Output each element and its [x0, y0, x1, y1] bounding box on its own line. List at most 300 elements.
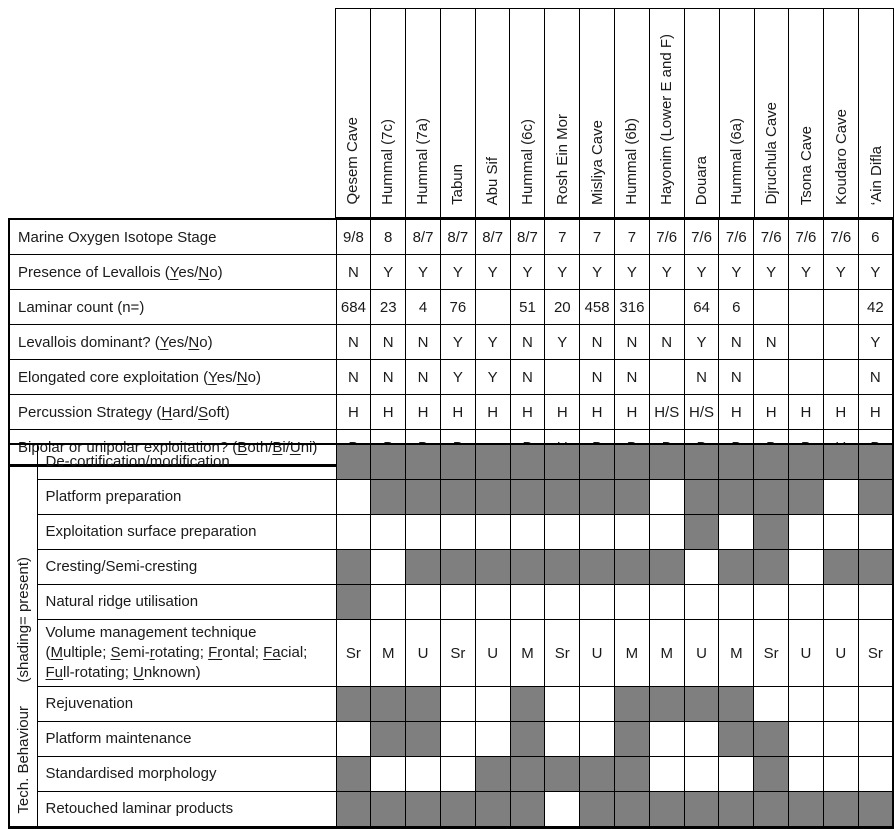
shaded-cell [336, 585, 371, 620]
shaded-cell [649, 444, 684, 480]
value-cell [789, 550, 824, 585]
tech-row-label: Cresting/Semi-cresting [37, 550, 336, 585]
attribute-row [9, 255, 893, 290]
attribute-row [9, 395, 893, 430]
tech-row [9, 620, 893, 687]
tech-row-label: Retouched laminar products [37, 792, 336, 828]
value-cell [545, 687, 580, 722]
value-cell: 64 [684, 290, 719, 325]
shaded-cell [649, 550, 684, 585]
shaded-cell [475, 757, 510, 792]
value-cell: Y [858, 325, 893, 360]
value-cell: Y [371, 255, 406, 290]
shaded-cell [823, 792, 858, 828]
shaded-cell [371, 792, 406, 828]
column-header-label: Hummal (7c) [379, 119, 397, 205]
value-cell: Y [823, 255, 858, 290]
value-cell [545, 722, 580, 757]
value-cell: U [823, 620, 858, 687]
value-cell: M [649, 620, 684, 687]
shaded-cell [615, 550, 650, 585]
value-cell [684, 550, 719, 585]
shaded-cell [371, 687, 406, 722]
shaded-cell [615, 757, 650, 792]
shaded-cell [406, 792, 441, 828]
value-cell: N [615, 360, 650, 395]
tech-row [9, 757, 893, 792]
shaded-cell [719, 687, 754, 722]
shaded-cell [684, 792, 719, 828]
shaded-cell [371, 480, 406, 515]
value-cell: 7/6 [719, 219, 754, 255]
value-cell [406, 757, 441, 792]
shaded-cell [858, 792, 893, 828]
value-cell [823, 360, 858, 395]
value-cell: Sr [336, 620, 371, 687]
column-header [370, 9, 405, 218]
attribute-row [9, 325, 893, 360]
value-cell: 8/7 [510, 219, 545, 255]
shaded-cell [545, 444, 580, 480]
value-cell: H [615, 395, 650, 430]
value-cell: H [371, 395, 406, 430]
value-cell: N [754, 325, 789, 360]
value-cell [336, 480, 371, 515]
shaded-cell [510, 687, 545, 722]
value-cell [754, 687, 789, 722]
shaded-cell [754, 550, 789, 585]
column-header-label: Hummal (6c) [518, 119, 536, 205]
value-cell [580, 687, 615, 722]
shaded-cell [684, 687, 719, 722]
shaded-cell [823, 444, 858, 480]
value-cell: Y [580, 255, 615, 290]
shaded-cell [371, 722, 406, 757]
shaded-cell [510, 444, 545, 480]
value-cell: 76 [440, 290, 475, 325]
attribute-row [9, 360, 893, 395]
value-cell: N [615, 325, 650, 360]
value-cell [823, 325, 858, 360]
shaded-cell [440, 444, 475, 480]
column-header-label: Abu Sif [483, 156, 501, 205]
shaded-cell [406, 480, 441, 515]
value-cell [858, 515, 893, 550]
column-header-label: Misliya Cave [588, 119, 606, 205]
value-cell: Y [440, 325, 475, 360]
shaded-cell [684, 515, 719, 550]
row-label: Elongated core exploitation (Yes/No) [9, 360, 336, 395]
shaded-cell [510, 722, 545, 757]
tech-row-label: De-cortification/modification [37, 444, 336, 480]
value-cell: 8 [371, 219, 406, 255]
column-header [649, 9, 684, 218]
value-cell [336, 722, 371, 757]
side-label-title: Tech. Behaviour [14, 706, 32, 814]
value-cell: U [789, 620, 824, 687]
value-cell [475, 687, 510, 722]
value-cell: H [580, 395, 615, 430]
value-cell: N [580, 325, 615, 360]
value-cell: Y [858, 255, 893, 290]
shaded-cell [336, 792, 371, 828]
value-cell [684, 722, 719, 757]
column-header-label: Koudaro Cave [832, 109, 850, 205]
value-cell: Y [545, 325, 580, 360]
shaded-cell [510, 480, 545, 515]
value-cell [649, 585, 684, 620]
tech-row [9, 550, 893, 585]
value-cell: 7/6 [684, 219, 719, 255]
value-cell [615, 585, 650, 620]
row-label: Levallois dominant? (Yes/No) [9, 325, 336, 360]
shaded-cell [858, 550, 893, 585]
tech-row-label: Volume management technique (Multiple; Semi-rotating; Frontal; Facial; Full-rotating; Unknown) [37, 620, 336, 687]
tech-row-label: Platform maintenance [37, 722, 336, 757]
row-label: Presence of Levallois (Yes/No) [9, 255, 336, 290]
value-cell [649, 480, 684, 515]
column-header-label: Hummal (6b) [623, 118, 641, 205]
shaded-cell [615, 444, 650, 480]
value-cell [754, 360, 789, 395]
shaded-cell [754, 444, 789, 480]
shaded-cell [649, 687, 684, 722]
value-cell [823, 687, 858, 722]
value-cell: N [580, 360, 615, 395]
shaded-cell [545, 480, 580, 515]
column-header [824, 9, 859, 218]
tech-row-label: Natural ridge utilisation [37, 585, 336, 620]
value-cell: N [406, 325, 441, 360]
value-cell [823, 480, 858, 515]
value-cell: M [719, 620, 754, 687]
value-cell: Y [684, 255, 719, 290]
value-cell [754, 290, 789, 325]
value-cell: U [475, 620, 510, 687]
tech-row-label: Rejuvenation [37, 687, 336, 722]
value-cell: U [684, 620, 719, 687]
shaded-cell [719, 480, 754, 515]
value-cell [649, 757, 684, 792]
shaded-cell [580, 480, 615, 515]
shaded-cell [406, 722, 441, 757]
column-header [510, 9, 545, 218]
value-cell: Y [475, 360, 510, 395]
shaded-cell [510, 792, 545, 828]
value-cell: 6 [719, 290, 754, 325]
value-cell [440, 585, 475, 620]
value-cell [789, 757, 824, 792]
value-cell: N [336, 360, 371, 395]
value-cell: Y [475, 255, 510, 290]
shaded-cell [580, 550, 615, 585]
value-cell [545, 515, 580, 550]
tech-row [9, 792, 893, 828]
side-label-shading-legend: (shading= present) [14, 556, 32, 683]
value-cell: N [406, 360, 441, 395]
value-cell [406, 585, 441, 620]
column-header-label: ‘Ain Difla [867, 145, 885, 205]
value-cell: H [510, 395, 545, 430]
value-cell: Y [789, 255, 824, 290]
shaded-cell [475, 444, 510, 480]
value-cell: N [371, 325, 406, 360]
value-cell [475, 722, 510, 757]
value-cell [789, 325, 824, 360]
value-cell [789, 722, 824, 757]
value-cell: Y [719, 255, 754, 290]
column-header-label: Hayonim (Lower E and F) [658, 34, 676, 205]
value-cell: N [336, 325, 371, 360]
column-header [580, 9, 615, 218]
column-header [545, 9, 580, 218]
column-header [754, 9, 789, 218]
shaded-cell [754, 722, 789, 757]
value-cell [684, 757, 719, 792]
shaded-cell [336, 444, 371, 480]
tech-row [9, 444, 893, 480]
shaded-cell [858, 444, 893, 480]
shaded-cell [336, 687, 371, 722]
tech-row-label: Standardised morphology [37, 757, 336, 792]
value-cell: 8/7 [440, 219, 475, 255]
value-cell [649, 290, 684, 325]
value-cell: 9/8 [336, 219, 371, 255]
column-headers [335, 8, 894, 218]
value-cell: 7 [545, 219, 580, 255]
value-cell: Sr [545, 620, 580, 687]
value-cell: 6 [858, 219, 893, 255]
shaded-cell [440, 480, 475, 515]
shaded-cell [580, 792, 615, 828]
value-cell: 684 [336, 290, 371, 325]
column-header [684, 9, 719, 218]
shaded-cell [510, 550, 545, 585]
shaded-cell [615, 687, 650, 722]
tech-row-label: Platform preparation [37, 480, 336, 515]
value-cell [823, 722, 858, 757]
value-cell [649, 515, 684, 550]
value-cell [615, 515, 650, 550]
shaded-cell [719, 722, 754, 757]
value-cell: 7/6 [649, 219, 684, 255]
value-cell: N [510, 325, 545, 360]
value-cell: H [406, 395, 441, 430]
value-cell: 7 [615, 219, 650, 255]
shaded-cell [406, 550, 441, 585]
attribute-row [9, 290, 893, 325]
shaded-cell [754, 480, 789, 515]
value-cell [823, 515, 858, 550]
shaded-cell [823, 550, 858, 585]
column-header-row [336, 9, 894, 218]
tech-behaviour-table [8, 443, 894, 829]
value-cell: H [336, 395, 371, 430]
value-cell: H [823, 395, 858, 430]
shaded-cell [684, 444, 719, 480]
value-cell: H/S [684, 395, 719, 430]
value-cell [789, 687, 824, 722]
shaded-cell [615, 792, 650, 828]
shaded-cell [615, 722, 650, 757]
row-label: Laminar count (n=) [9, 290, 336, 325]
value-cell: H [789, 395, 824, 430]
value-cell [823, 585, 858, 620]
value-cell: Sr [754, 620, 789, 687]
value-cell [789, 360, 824, 395]
value-cell: Sr [858, 620, 893, 687]
value-cell: M [371, 620, 406, 687]
value-cell [789, 290, 824, 325]
value-cell [440, 515, 475, 550]
value-cell [823, 757, 858, 792]
column-header-label: Hummal (7a) [414, 118, 432, 205]
column-header-label: Qesem Cave [344, 117, 362, 205]
value-cell [580, 722, 615, 757]
value-cell: 51 [510, 290, 545, 325]
value-cell [649, 360, 684, 395]
value-cell: 42 [858, 290, 893, 325]
value-cell [858, 687, 893, 722]
value-cell [371, 550, 406, 585]
value-cell: H/S [649, 395, 684, 430]
value-cell [371, 515, 406, 550]
value-cell: 23 [371, 290, 406, 325]
value-cell [336, 515, 371, 550]
shaded-cell [719, 444, 754, 480]
value-cell [823, 290, 858, 325]
shaded-cell [475, 550, 510, 585]
value-cell [475, 515, 510, 550]
value-cell: M [510, 620, 545, 687]
value-cell: Sr [440, 620, 475, 687]
value-cell: H [754, 395, 789, 430]
value-cell: 7/6 [754, 219, 789, 255]
shaded-cell [754, 515, 789, 550]
value-cell: 7/6 [823, 219, 858, 255]
value-cell [440, 687, 475, 722]
column-header [475, 9, 510, 218]
column-header-label: Hummal (6a) [728, 118, 746, 205]
shaded-cell [545, 757, 580, 792]
value-cell: Y [475, 325, 510, 360]
shaded-cell [406, 687, 441, 722]
value-cell: N [858, 360, 893, 395]
value-cell: 4 [406, 290, 441, 325]
value-cell [719, 757, 754, 792]
value-cell [789, 585, 824, 620]
value-cell [684, 585, 719, 620]
value-cell: 7 [580, 219, 615, 255]
shaded-cell [858, 480, 893, 515]
shaded-cell [406, 444, 441, 480]
value-cell [510, 515, 545, 550]
value-cell: H [475, 395, 510, 430]
shaded-cell [336, 550, 371, 585]
value-cell: M [615, 620, 650, 687]
tech-row [9, 687, 893, 722]
shaded-cell [649, 792, 684, 828]
value-cell [371, 757, 406, 792]
shaded-cell [510, 757, 545, 792]
value-cell [475, 585, 510, 620]
shaded-cell [440, 792, 475, 828]
value-cell: N [371, 360, 406, 395]
value-cell: 7/6 [789, 219, 824, 255]
value-cell: 8/7 [475, 219, 510, 255]
value-cell [545, 360, 580, 395]
value-cell [440, 722, 475, 757]
value-cell [754, 585, 789, 620]
value-cell: Y [510, 255, 545, 290]
row-label: Marine Oxygen Isotope Stage [9, 219, 336, 255]
value-cell: Y [406, 255, 441, 290]
tech-row [9, 480, 893, 515]
shaded-cell [789, 480, 824, 515]
value-cell: N [719, 325, 754, 360]
value-cell: Y [684, 325, 719, 360]
value-cell [858, 585, 893, 620]
shaded-cell [580, 444, 615, 480]
shaded-cell [789, 792, 824, 828]
value-cell [858, 722, 893, 757]
value-cell [510, 585, 545, 620]
shaded-cell [754, 792, 789, 828]
value-cell [719, 515, 754, 550]
value-cell [545, 585, 580, 620]
value-cell: 316 [615, 290, 650, 325]
value-cell [789, 515, 824, 550]
tech-behaviour-side-label [9, 444, 37, 828]
shaded-cell [475, 480, 510, 515]
row-label: Percussion Strategy (Hard/Soft) [9, 395, 336, 430]
value-cell: U [406, 620, 441, 687]
attributes-table [8, 218, 894, 467]
value-cell: N [336, 255, 371, 290]
value-cell: 20 [545, 290, 580, 325]
value-cell: Y [545, 255, 580, 290]
attribute-row [9, 219, 893, 255]
value-cell: 8/7 [406, 219, 441, 255]
column-header [615, 9, 650, 218]
side-label-wrap [10, 474, 37, 826]
shaded-cell [789, 444, 824, 480]
shaded-cell [719, 792, 754, 828]
tech-row [9, 585, 893, 620]
column-header-label: Tabun [449, 164, 467, 205]
column-header [719, 9, 754, 218]
value-cell [580, 515, 615, 550]
value-cell [475, 290, 510, 325]
column-header-label: Djruchula Cave [762, 102, 780, 205]
shaded-cell [475, 792, 510, 828]
value-cell: Y [440, 255, 475, 290]
value-cell [649, 722, 684, 757]
shaded-cell [719, 550, 754, 585]
row-label: Bipolar or unipolar exploitation? (Both/Bi/Uni) [9, 430, 336, 466]
shaded-cell [545, 550, 580, 585]
value-cell: N [510, 360, 545, 395]
value-cell [440, 757, 475, 792]
value-cell: Y [754, 255, 789, 290]
value-cell [371, 585, 406, 620]
column-header-label: Rosh Ein Mor [553, 114, 571, 205]
shaded-cell [754, 757, 789, 792]
value-cell: 458 [580, 290, 615, 325]
value-cell: H [440, 395, 475, 430]
shaded-cell [615, 480, 650, 515]
value-cell: H [858, 395, 893, 430]
